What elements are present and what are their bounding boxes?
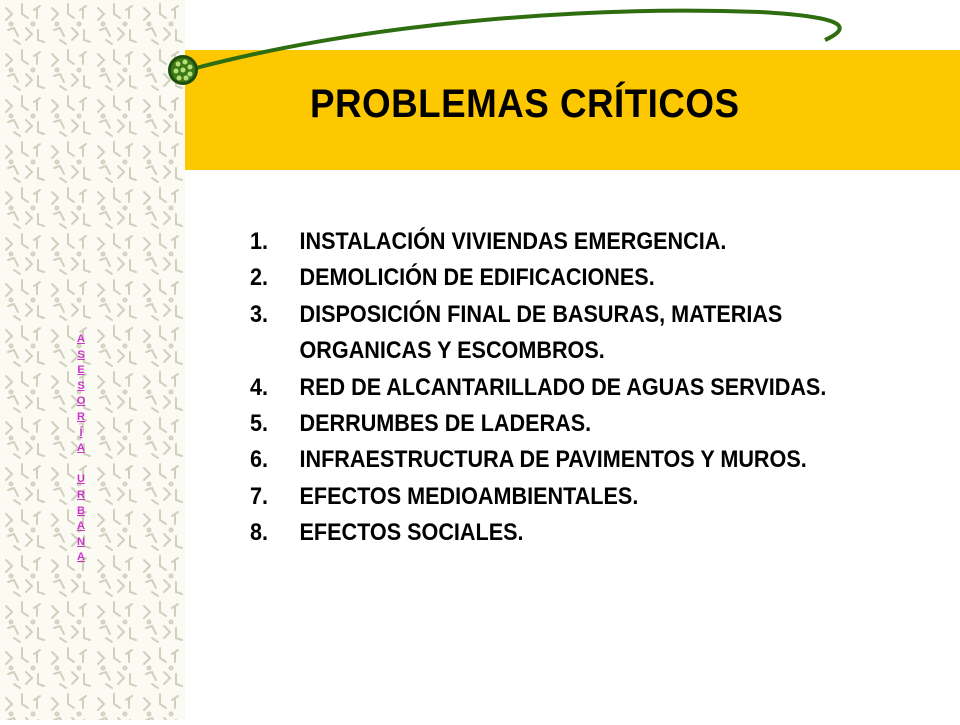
side-label-vertical <box>66 332 96 566</box>
list-item <box>250 297 916 370</box>
side-letter: O <box>76 395 86 408</box>
item-number: 8. <box>250 519 269 547</box>
item-text: DISPOSICIÓN FINAL DE BASURAS, MATERIAS ORGANICAS Y ESCOMBROS. <box>299 300 783 365</box>
item-number: 4. <box>250 373 269 401</box>
side-letter: Í <box>79 426 83 439</box>
list-item <box>250 442 916 478</box>
side-letter: B <box>77 504 85 517</box>
item-number: 7. <box>250 482 269 510</box>
side-letter: N <box>77 535 85 548</box>
side-letter: A <box>77 442 85 455</box>
problem-list <box>250 224 930 552</box>
item-number: 6. <box>250 446 269 474</box>
side-letter: A <box>77 551 85 564</box>
item-number: 3. <box>250 300 269 328</box>
item-text: DERRUMBES DE LADERAS. <box>299 410 592 438</box>
side-letter: E <box>77 364 85 377</box>
item-text: EFECTOS SOCIALES. <box>299 519 524 547</box>
list-item <box>250 260 916 296</box>
item-number: 2. <box>250 264 269 292</box>
side-letter: R <box>77 488 85 501</box>
item-text: INFRAESTRUCTURA DE PAVIMENTOS Y MUROS. <box>299 446 807 474</box>
list-item <box>250 479 916 515</box>
item-text: INSTALACIÓN VIVIENDAS EMERGENCIA. <box>299 228 727 255</box>
list-item <box>250 515 916 551</box>
side-letter: R <box>77 410 85 423</box>
list-item <box>250 370 916 406</box>
side-letter: U <box>77 473 85 486</box>
list-item <box>250 406 916 442</box>
side-letter: A <box>77 333 85 345</box>
green-orb-icon <box>168 55 198 85</box>
side-letter: S <box>77 379 85 392</box>
page-title: PROBLEMAS CRÍTICOS <box>310 82 740 126</box>
item-text: RED DE ALCANTARILLADO DE AGUAS SERVIDAS. <box>299 373 827 401</box>
item-text: DEMOLICIÓN DE EDIFICACIONES. <box>299 264 655 292</box>
list-item <box>250 224 916 260</box>
item-number: 5. <box>250 410 269 438</box>
item-text: EFECTOS MEDIOAMBIENTALES. <box>299 482 639 510</box>
side-letter: A <box>77 520 85 533</box>
item-number: 1. <box>250 228 269 255</box>
side-letter: S <box>77 348 85 361</box>
